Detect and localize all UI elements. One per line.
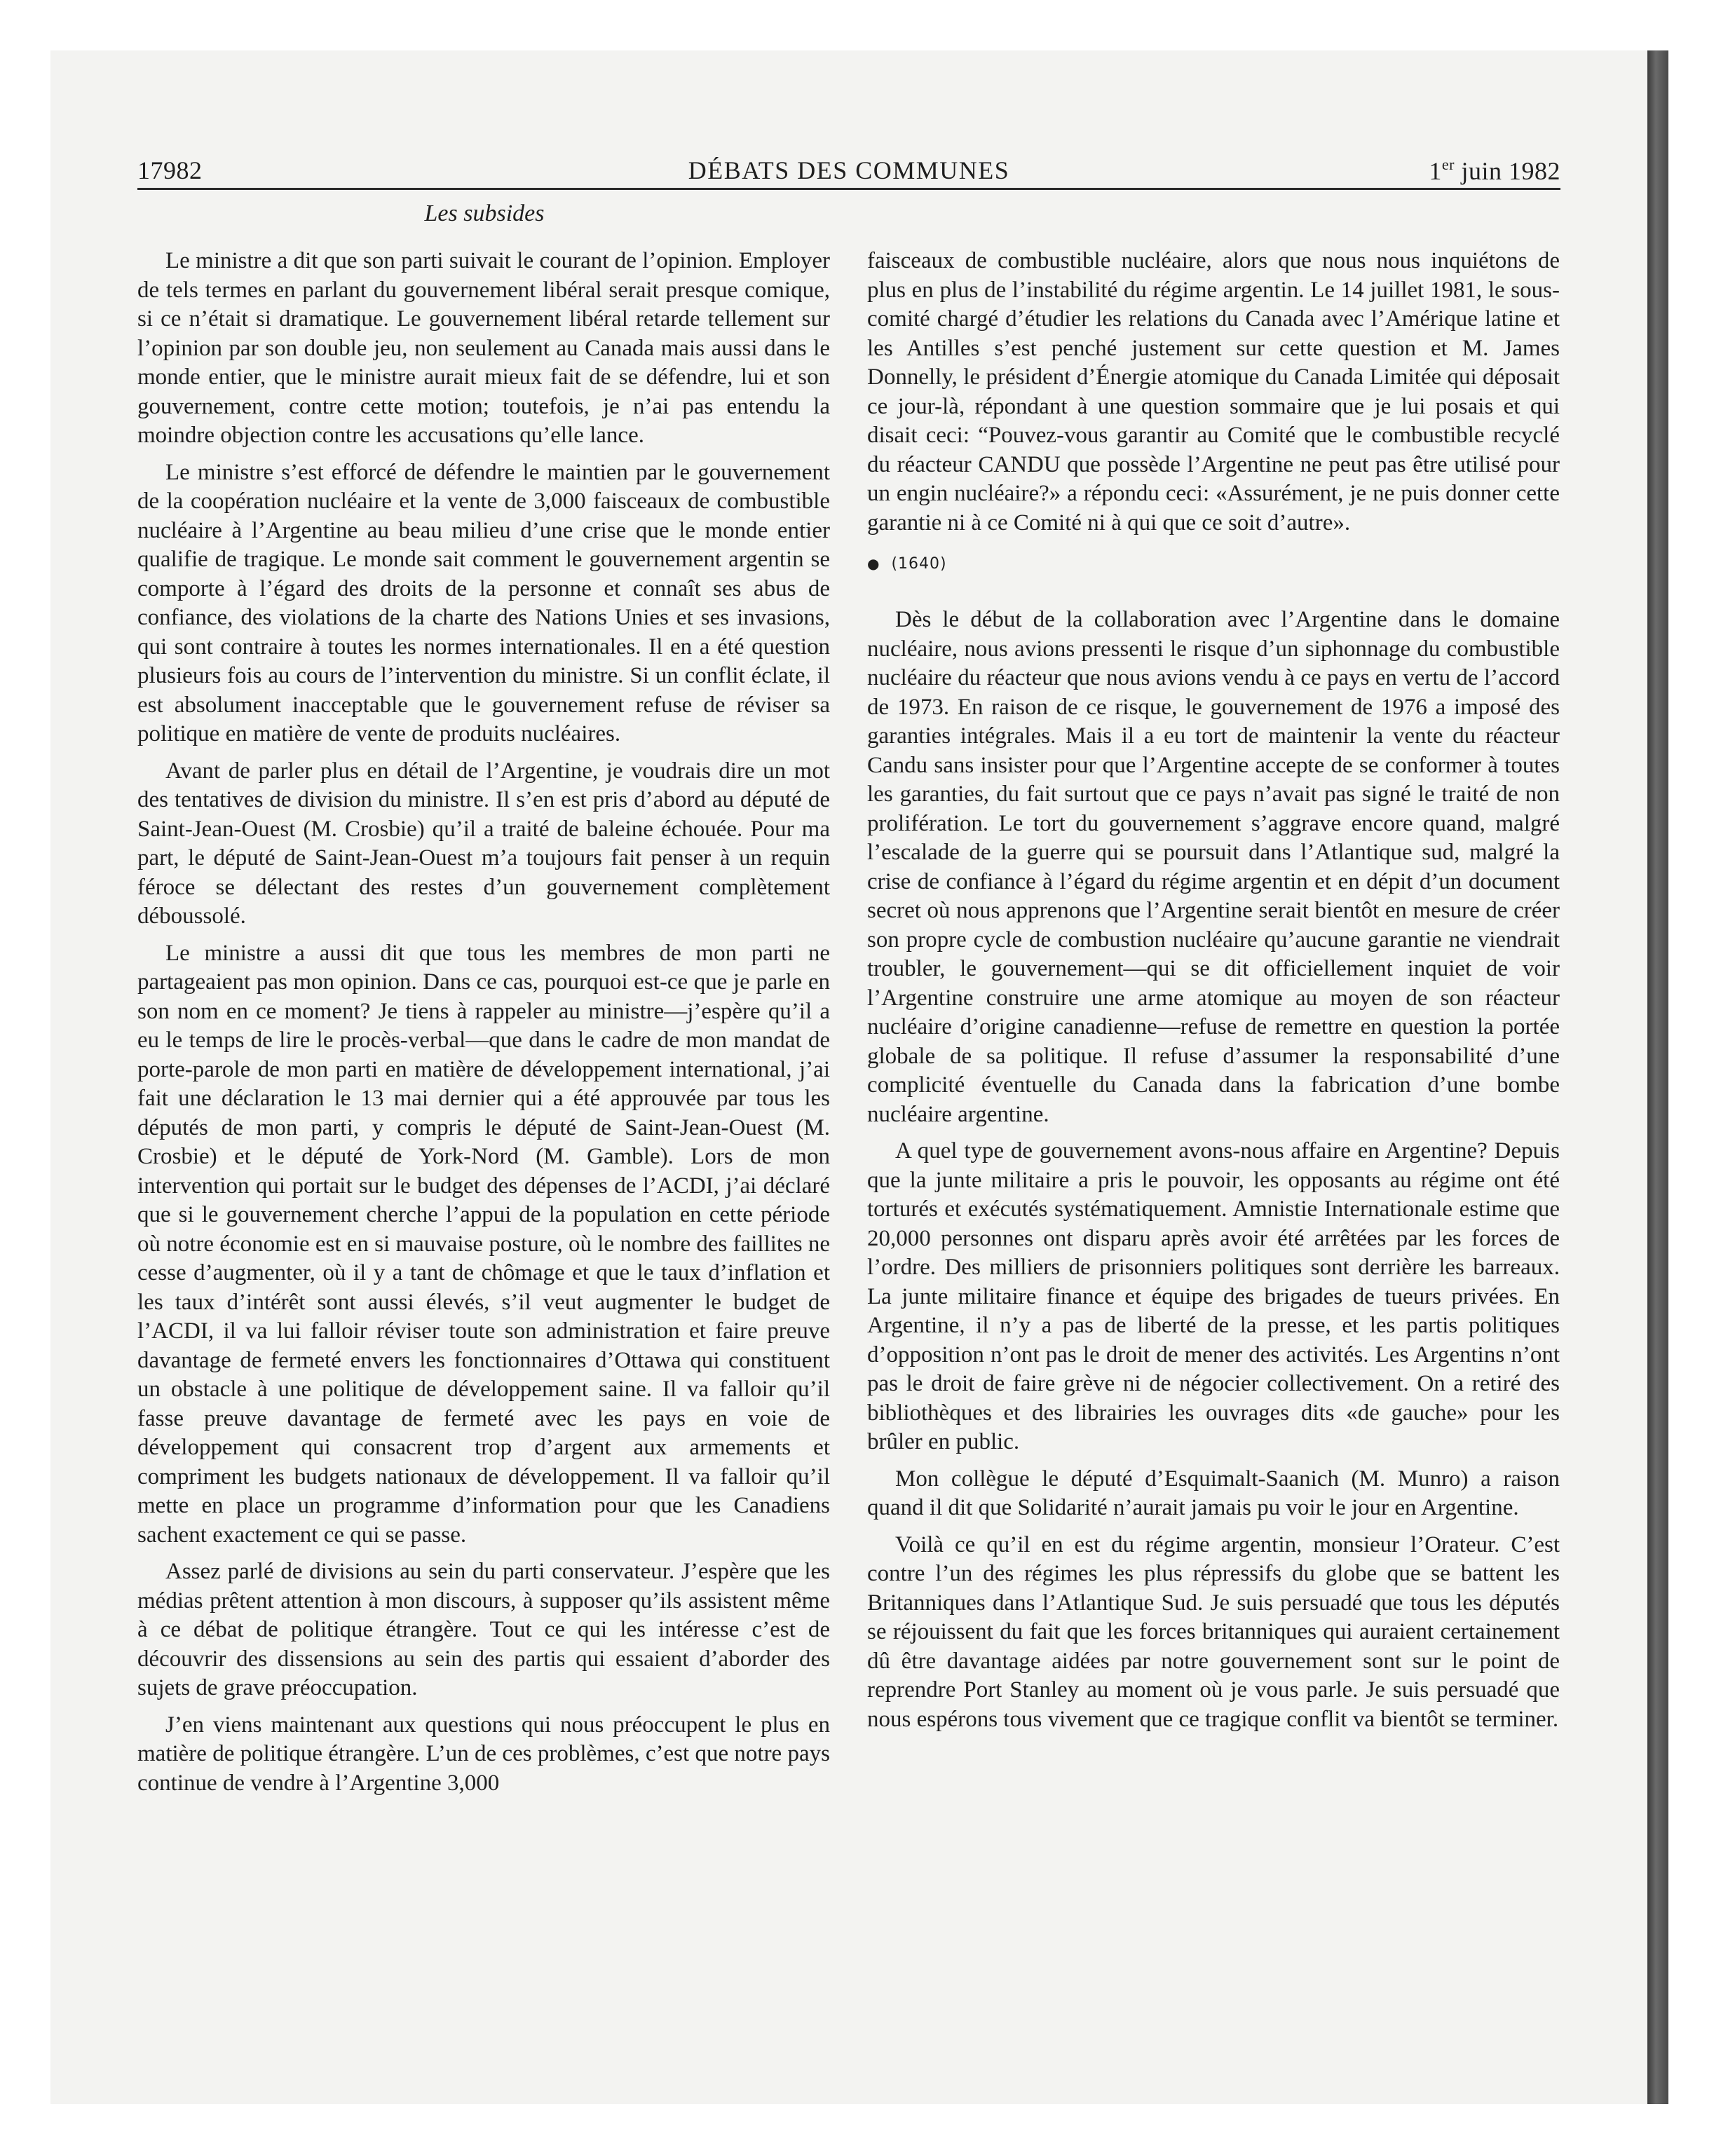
right-column bbox=[867, 247, 1560, 1742]
section-title: Les subsides bbox=[424, 200, 545, 226]
paragraph: Le ministre a aussi dit que tous les membres de mon parti ne partageaient pas mon opinion. Dans ce cas, pourquoi est-ce que je parle en son nom en ce moment? Je tiens à rappeler au ministre—j’espère qu’il a eu le temps de lire le procès-verbal—que dans le cadre de mon mandat de porte-parole de mon parti en matière de développement international, j’ai fait une déclaration le 13 mai dernier qui a été approuvée par tous les députés de mon parti, y compris le député de Saint-Jean-Ouest (M. Crosbie) et le député de York-Nord (M. Gamble). Lors de mon intervention qui portait sur le budget des dépenses de l’ACDI, j’ai déclaré que si le gouvernement cherche l’appui de la population en cette période où notre économie est en si mauvaise posture, où le nombre des faillites ne cesse d’augmenter, où il y a tant de chômage et que le taux d’inflation et les taux d’intérêt sont aussi élevés, s’il veut augmenter le budget de l’ACDI, il va lui falloir réviser toute son administration et faire preuve davantage de fermeté envers les fonctionnaires d’Ottawa qui constituent un obstacle à une politique de développement saine. Il va falloir qu’il fasse preuve davantage de fermeté avec les pays en voie de développement qui consacrent trop d’argent aux armements et compriment les budgets nationaux de développement. Il va falloir qu’il mette en place un programme d’information pour que les Canadiens sachent exactement ce qui se passe. bbox=[137, 940, 830, 1548]
publication-title: DÉBATS DES COMMUNES bbox=[688, 156, 1010, 184]
paragraph: Le ministre a dit que son parti suivait le courant de l’opinion. Employer de tels termes en parlant du gouvernement libéral serait presque comique, si ce n’était si dramatique. Le gouvernement libéral retarde tellement sur l’opinion par son double jeu, non seulement au Canada mais aussi dans le monde entier, que le ministre aurait mieux fait de se défendre, lui et son gouvernement, contre cette motion; toutefois, je n’ai pas entendu la moindre objection contre les accusations qu’elle lance. bbox=[137, 248, 830, 448]
header-rule bbox=[137, 188, 1560, 190]
paragraph: Avant de parler plus en détail de l’Argentine, je voudrais dire un mot des tentatives de division du ministre. Il s’en est pris d’abord au député de Saint-Jean-Ouest (M. Crosbie) qu’il a traité de baleine échouée. Pour ma part, le député de Saint-Jean-Ouest m’a toujours fait penser à un requin féroce se délectant des restes d’un gouvernement complètement déboussolé. bbox=[137, 758, 830, 929]
binding-edge bbox=[1647, 50, 1668, 2104]
left-column bbox=[137, 247, 830, 1806]
paragraph: J’en viens maintenant aux questions qui nous préoccupent le plus en matière de politique étrangère. L’un de ces problèmes, c’est que notre pays continue de vendre à l’Argentine 3,000 bbox=[137, 1712, 830, 1796]
paragraph: Le ministre s’est efforcé de défendre le maintien par le gouvernement de la coopération nucléaire et la vente de 3,000 faisceaux de combustible nucléaire à l’Argentine au beau milieu d’une crise que le monde entier qualifie de tragique. Le monde sait comment le gouvernement argentin se comporte à l’égard des droits de la personne et connaît ses abus de confiance, des violations de la charte des Nations Unies et ses invasions, qui sont contraire à toutes les normes internationales. Il en a été question plusieurs fois au cours de l’intervention du ministre. Si un conflit éclate, il est absolument inacceptable que le gouvernement refuse de réviser sa politique en matière de vente de produits nucléaires. bbox=[137, 459, 830, 746]
paragraph: Assez parlé de divisions au sein du parti conservateur. J’espère que les médias prêtent attention à mon discours, à supposer qu’ils assistent même à ce débat de politique étrangère. Tout ce qui les intéresse c’est de découvrir des dissensions au sein des partis qui essaient d’aborder des sujets de grave préoccupation. bbox=[137, 1559, 830, 1700]
page-number: 17982 bbox=[137, 156, 203, 184]
bullet-icon: ● bbox=[867, 555, 880, 572]
paragraph: A quel type de gouvernement avons-nous affaire en Argentine? Depuis que la junte militaire a pris le pouvoir, les opposants au régime ont été torturés et exécutés systématiquement. Amnistie Internationale estime que 20,000 personnes ont disparu après avoir été arrêtées par les forces de l’ordre. Des milliers de prisonniers politiques sont derrière les barreaux. La junte militaire finance et équipe des brigades de tueurs privées. En Argentine, il n’y a pas de liberté de la presse, et les partis politiques d’opposition n’ont pas le droit de mener des activités. Les Argentins n’ont pas le droit de faire grève ni de négocier collectivement. On a retiré des bibliothèques et des librairies les ouvrages dits «de gauche» pour les brûler en public. bbox=[867, 1138, 1560, 1454]
time-marker-label: (1640) bbox=[891, 555, 947, 573]
paragraph: Voilà ce qu’il en est du régime argentin, monsieur l’Orateur. C’est contre l’un des régimes les plus répressifs du globe que se battent les Britanniques dans l’Atlantique Sud. Je suis persuadé que tous les députés se réjouissent du fait que les forces britanniques qui auraient certainement dû être davantage aidées par notre gouvernement sont sur le point de reprendre Port Stanley au moment où je vous parle. Je suis persuadé que nous espérons tous vivement que ce tragique conflit va bientôt se terminer. bbox=[867, 1531, 1560, 1732]
issue-date: 1er juin 1982 bbox=[1429, 156, 1560, 185]
paragraph-continuation: faisceaux de combustible nucléaire, alors que nous nous inquiétons de plus en plus de l’instabilité du régime argentin. Le 14 juillet 1981, le sous-comité chargé d’étudier les relations du Canada avec l’Amérique latine et les Antilles s’est penché justement sur cette question et M. James Donnelly, le président d’Énergie atomique du Canada Limitée qui déposait ce jour-là, répondant à une question sommaire que je lui posais et qui disait ceci: “Pouvez-vous garantir au Comité que le combustible recyclé du réacteur CANDU que possède l’Argentine ne peut pas être utilisé pour un engin nucléaire?» a répondu ceci: «Assurément, je ne puis donner cette garantie ni à ce Comité ni à qui que ce soit d’autre». bbox=[867, 248, 1560, 535]
running-header bbox=[137, 156, 1560, 189]
time-marker bbox=[867, 553, 1560, 575]
paragraph: Mon collègue le député d’Esquimalt-Saanich (M. Munro) a raison quand il dit que Solidarité n’aurait jamais pu voir le jour en Argentine. bbox=[867, 1466, 1560, 1520]
paragraph: Dès le début de la collaboration avec l’Argentine dans le domaine nucléaire, nous avions pressenti le risque d’un siphonnage du combustible nucléaire du réacteur que nous avions vendu à ce pays en vertu de l’accord de 1973. En raison de ce risque, le gouvernement de 1976 a imposé des garanties intégrales. Mais il a eu tort de maintenir la vente du réacteur Candu sans insister pour que l’Argentine accepte de se conformer à toutes les garanties, du fait surtout que ce pays n’avait pas signé le traité de non prolifération. Le tort du gouvernement s’aggrave encore quand, malgré l’escalade de la guerre qui se poursuit dans l’Atlantique sud, malgré la crise de confiance à l’égard du régime argentin et en dépit d’un document secret où nous apprenons que l’Argentine serait bientôt en mesure de créer son propre cycle de combustion nucléaire qu’aucune garantie ne viendrait troubler, le gouvernement—qui se dit officiellement inquiet de voir l’Argentine construire une arme atomique au moyen de son réacteur nucléaire d’origine canadienne—refuse de remettre en question la portée globale de sa politique. Il refuse d’assumer la responsabilité d’une complicité éventuelle du Canada dans la fabrication d’une bombe nucléaire argentine. bbox=[867, 607, 1560, 1127]
